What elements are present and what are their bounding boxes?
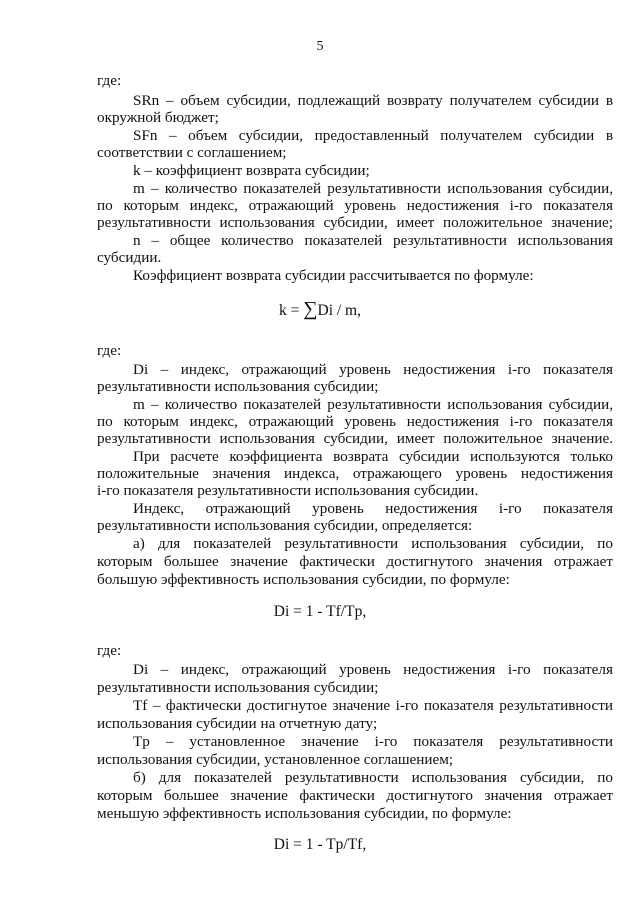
text-line: использования субсидии, установленное соглашением;: [97, 751, 454, 768]
text-line: результативности использования субсидии, имеет положительное значение;: [97, 214, 613, 231]
text-line: соответствии с соглашением;: [97, 144, 287, 161]
formula-k: k = ∑Di / m,: [278, 298, 361, 320]
text-line: Индекс, отражающий уровень недостижения i-го показателя: [133, 500, 613, 517]
text-line: результативности использования субсидии;: [97, 679, 379, 696]
text-line: Di – индекс, отражающий уровень недостижения i-го показателя: [133, 661, 613, 678]
text-line: k – коэффициент возврата субсидии;: [133, 162, 370, 179]
text-line: использования субсидии на отчетную дату;: [97, 715, 378, 732]
page-number: 5: [316, 39, 324, 54]
formula-di-a: Di = 1 - Tf/Tp,: [273, 603, 367, 620]
text-line: Tp – установленное значение i-го показателя результативности: [133, 733, 613, 750]
text-line: n – общее количество показателей результативности использования: [133, 232, 613, 249]
text-line: по которым индекс, отражающий уровень недостижения i-го показателя: [97, 197, 613, 214]
text-line: Di – индекс, отражающий уровень недостижения i-го показателя: [133, 361, 613, 378]
text-line: где:: [97, 342, 122, 359]
text-line: где:: [97, 642, 122, 659]
text-line: большую эффективность использования субсидии, по формуле:: [97, 571, 510, 588]
text-line: Tf – фактически достигнутое значение i-го показателя результативности: [133, 697, 613, 714]
text-line: результативности использования субсидии, имеет положительное значение.: [97, 430, 613, 447]
text-line: результативности использования субсидии, определяется:: [97, 517, 473, 534]
text-line: m – количество показателей результативности использования субсидии,: [133, 180, 613, 197]
text-line: m – количество показателей результативности использования субсидии,: [133, 396, 613, 413]
text-line: которым большее значение фактически достигнутого значения отражает: [97, 787, 613, 804]
formula-di-b: Di = 1 - Tp/Tf,: [273, 836, 367, 853]
text-line: положительные значения индекса, отражающего уровень недостижения: [97, 465, 613, 482]
text-line: i-го показателя результативности использования субсидии.: [97, 482, 479, 499]
text-line: При расчете коэффициента возврата субсидии используются только: [133, 448, 613, 465]
text-line: SRn – объем субсидии, подлежащий возврату получателем субсидии в: [133, 92, 613, 109]
text-line: субсидии.: [97, 249, 162, 266]
text-line: а) для показателей результативности использования субсидии, по: [133, 535, 613, 552]
text-line: результативности использования субсидии;: [97, 378, 379, 395]
text-line: которым большее значение фактически достигнутого значения отражает: [97, 553, 613, 570]
text-line: б) для показателей результативности использования субсидии, по: [133, 769, 613, 786]
text-line: Коэффициент возврата субсидии рассчитывается по формуле:: [133, 267, 534, 284]
text-line: меньшую эффективность использования субсидии, по формуле:: [97, 805, 512, 822]
text-line: окружной бюджет;: [97, 109, 219, 126]
text-line: по которым индекс, отражающий уровень недостижения i-го показателя: [97, 413, 613, 430]
text-line: где:: [97, 72, 122, 89]
text-line: SFn – объем субсидии, предоставленный получателем субсидии в: [133, 127, 613, 144]
